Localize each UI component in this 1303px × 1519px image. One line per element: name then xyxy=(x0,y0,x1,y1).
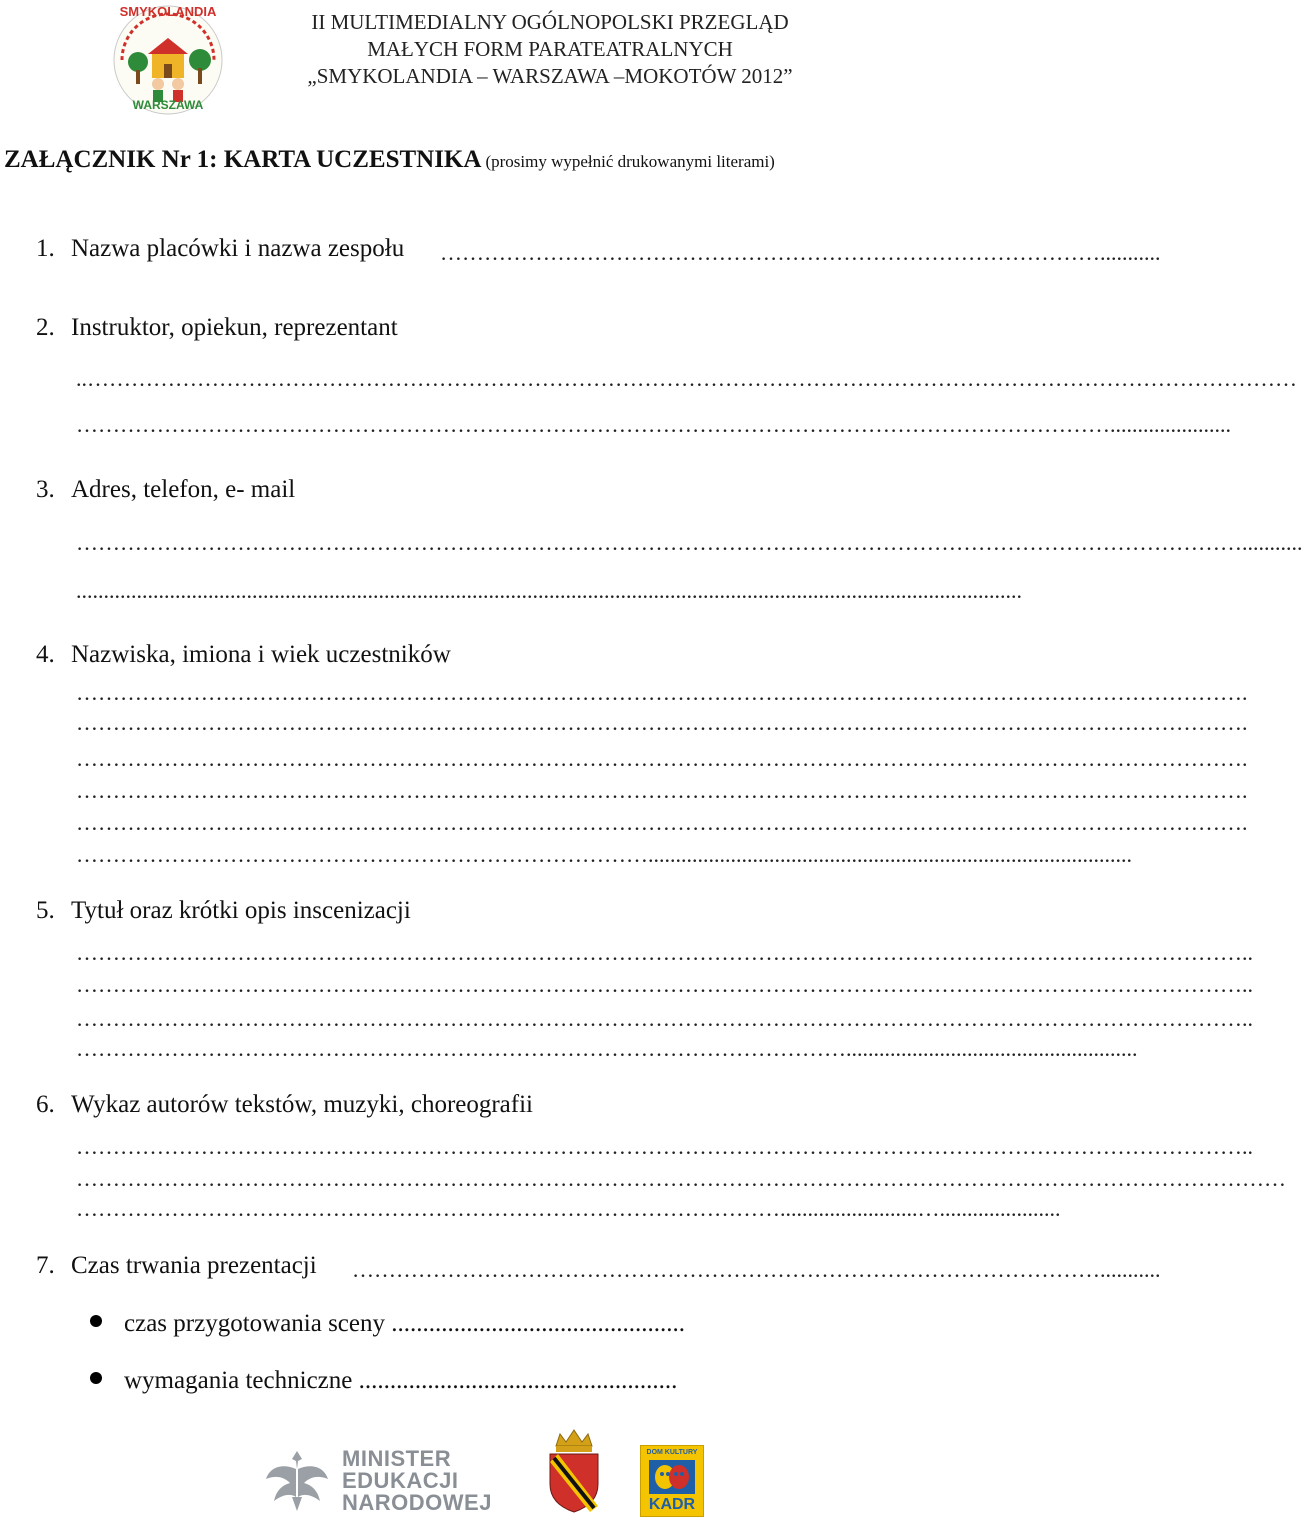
item-number: 7. xyxy=(36,1252,55,1279)
fill-line[interactable]: …………………………………………………………………………………………........... xyxy=(352,1257,1161,1282)
fill-line[interactable]: …………………………………………………………………………………………………………………………………………….. xyxy=(76,940,1253,965)
logo-bottom-text: WARSZAWA xyxy=(132,98,204,112)
sub-item-technical-requirements xyxy=(90,1367,677,1395)
fill-line[interactable]: ………………………………………………………………………………………………………………………………………………… xyxy=(76,1166,1286,1191)
item-number: 6. xyxy=(36,1091,55,1118)
smykolandia-logo xyxy=(108,2,228,118)
logo-top-text: SMYKOLANDIA xyxy=(119,4,217,19)
item-label: Instruktor, opiekun, reprezentant xyxy=(71,314,398,341)
fill-line[interactable]: ……………………………………………………………………………………………………………………………………………. xyxy=(76,810,1248,835)
kadr-text: KADR xyxy=(648,1496,696,1513)
fill-line[interactable]: ……………………………………………………………………………………………………………………………………………. xyxy=(76,778,1248,803)
fill-line[interactable]: …………………………………………………………………………………………………………………………………………….. xyxy=(76,1006,1253,1031)
item-6 xyxy=(36,1091,533,1119)
fill-line[interactable]: ……………………………………………………………………………………………..................................................... xyxy=(76,1036,1138,1061)
fill-line[interactable]: ……………………………………………………………………………………………………………………………...................... xyxy=(76,412,1231,437)
ministry-line-3: NARODOWEJ xyxy=(342,1490,492,1515)
item-1 xyxy=(36,235,404,263)
kadr-logo xyxy=(640,1445,704,1517)
item-2 xyxy=(36,314,398,342)
ministry-line-2: EDUKACJI xyxy=(342,1468,459,1493)
item-number: 1. xyxy=(36,235,55,262)
fill-line[interactable]: ................................................... xyxy=(352,1367,678,1394)
fill-line[interactable]: …………………………………………………………………………………………………………………………………………….. xyxy=(76,972,1253,997)
sub-item-stage-setup xyxy=(90,1310,685,1338)
ministry-logo xyxy=(262,1445,502,1515)
ministry-line-1: MINISTER xyxy=(342,1446,452,1471)
fill-line[interactable]: ……………………………………………………………………………………………………………………………………………. xyxy=(76,746,1248,771)
sub-item-label: czas przygotowania sceny xyxy=(124,1310,385,1337)
item-label: Nazwa placówki i nazwa zespołu xyxy=(71,235,405,262)
form-title xyxy=(4,146,775,174)
item-7 xyxy=(36,1252,317,1280)
form-title-note: (prosimy wypełnić drukowanymi literami) xyxy=(485,152,775,171)
item-number: 2. xyxy=(36,314,55,341)
coat-of-arms-icon xyxy=(546,1428,602,1514)
item-3 xyxy=(36,476,295,504)
fill-line[interactable]: ………………………………………………………………………………........... xyxy=(440,240,1161,265)
item-5 xyxy=(36,897,411,925)
item-number: 5. xyxy=(36,897,55,924)
item-number: 3. xyxy=(36,476,55,503)
item-label: Tytuł oraz krótki opis inscenizacji xyxy=(71,897,411,924)
fill-line[interactable]: ..………………………………………………………………………………………………………………………………………………… xyxy=(76,366,1297,391)
theatre-masks-icon xyxy=(649,1460,695,1494)
item-label: Czas trwania prezentacji xyxy=(71,1252,317,1279)
item-label: Nazwiska, imiona i wiek uczestników xyxy=(71,641,451,668)
fill-line[interactable]: …………………………………………………………………………………….........................…...................... xyxy=(76,1196,1061,1221)
fill-line[interactable]: ……………………………………………………………………………………………………………………………………………. xyxy=(76,680,1248,705)
header-line-1: II MULTIMEDIALNY OGÓLNOPOLSKI PRZEGLĄD xyxy=(311,10,789,34)
bullet-icon xyxy=(90,1315,102,1327)
item-label: Wykaz autorów tekstów, muzyki, choreografii xyxy=(71,1091,533,1118)
fill-line[interactable]: …………………………………………………………………………………………………………………………………………….. xyxy=(76,1134,1253,1159)
fill-line[interactable]: ............................................................................................................................................................................ xyxy=(76,578,1022,603)
sub-item-label: wymagania techniczne xyxy=(124,1367,353,1394)
coat-of-arms-emblem xyxy=(546,1428,602,1514)
bullet-icon xyxy=(90,1372,102,1384)
header-line-3: „SMYKOLANDIA – WARSZAWA –MOKOTÓW 2012” xyxy=(307,64,793,88)
form-title-main: ZAŁĄCZNIK Nr 1: KARTA UCZESTNIKA xyxy=(4,146,482,173)
eagle-emblem-icon xyxy=(262,1445,332,1515)
item-label: Adres, telefon, e- mail xyxy=(71,476,296,503)
header-line-2: MAŁYCH FORM PARATEATRALNYCH xyxy=(367,37,733,61)
fill-line[interactable]: ............................................... xyxy=(385,1310,685,1337)
fill-line[interactable]: ……………………………………………………………………........................................................................................ xyxy=(76,842,1132,867)
item-4 xyxy=(36,641,451,669)
fill-line[interactable]: ……………………………………………………………………………………………………………………………………………........... xyxy=(76,530,1303,555)
item-number: 4. xyxy=(36,641,55,668)
kadr-top-text: DOM KULTURY xyxy=(646,1449,698,1456)
fill-line[interactable]: ……………………………………………………………………………………………………………………………………………. xyxy=(76,710,1248,735)
